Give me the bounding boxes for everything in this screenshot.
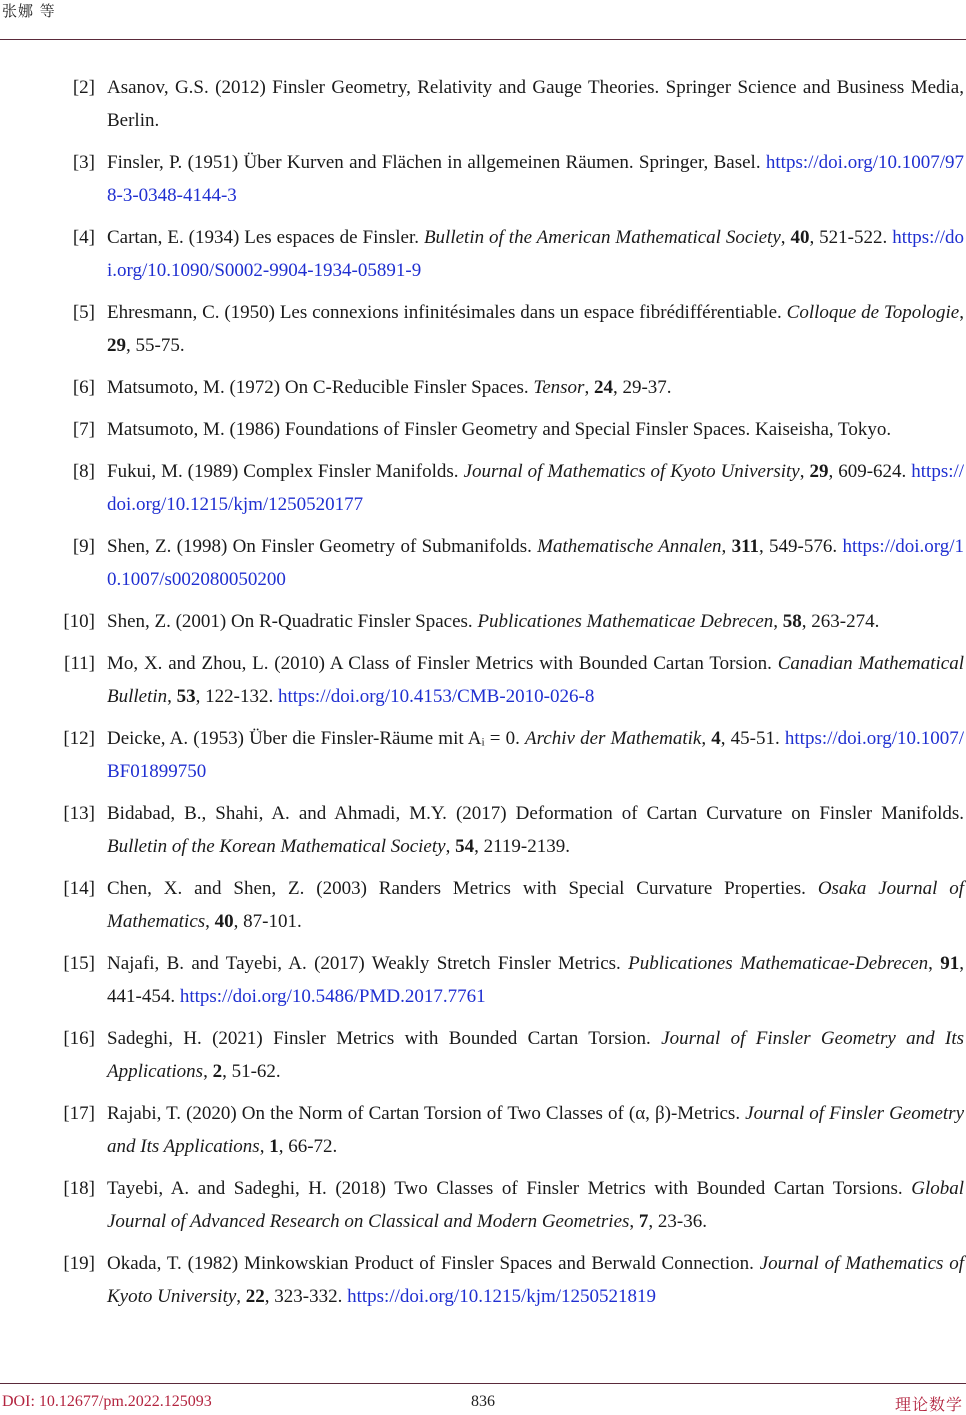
doi-link[interactable]: https://doi.org/10.1007/978-3-0348-4144-3 bbox=[107, 152, 964, 206]
reference-pages: , 263-274. bbox=[801, 611, 880, 632]
reference-number: [4] bbox=[72, 227, 95, 248]
reference-text: Fukui, M. (1989) Complex Finsler Manifolds. Journal of Mathematics of Kyoto University, 29, 609-624. https://doi.org/10.1215/kjm/1250520177 bbox=[107, 461, 965, 515]
doi-link[interactable]: https://doi.org/10.1007/BF01899750 bbox=[107, 728, 964, 782]
reference-journal: Archiv der Mathematik bbox=[525, 728, 702, 749]
reference-text: Rajabi, T. (2020) On the Norm of Cartan Torsion of Two Classes of (α, β)-Metrics. Journal of Finsler Geometry and Its Applications, 1, 66-72. bbox=[107, 1103, 965, 1157]
reference-journal: Osaka Journal of Mathematics bbox=[107, 878, 964, 932]
reference-journal: Bulletin of the American Mathematical Society bbox=[423, 227, 781, 248]
reference-text: Shen, Z. (2001) On R-Quadratic Finsler Spaces. Publicationes Mathematicae Debrecen, 58, 263-274. bbox=[107, 611, 880, 632]
reference-citation: Cartan, E. (1934) Les espaces de Finsler. bbox=[107, 227, 419, 248]
reference-journal: Publicationes Mathematicae Debrecen bbox=[477, 611, 774, 632]
reference-text: Matsumoto, M. (1972) On C-Reducible Finsler Spaces. Tensor, 24, 29-37. bbox=[107, 377, 672, 398]
reference-citation: Matsumoto, M. (1972) On C-Reducible Finsler Spaces. bbox=[107, 377, 529, 398]
reference-text: Mo, X. and Zhou, L. (2010) A Class of Finsler Metrics with Bounded Cartan Torsion. Canadian Mathematical Bulletin, 53, 122-132. https://doi.org/10.4153/CMB-2010-026-8 bbox=[107, 653, 965, 707]
reference-citation: Chen, X. and Shen, Z. (2003) Randers Metrics with Special Curvature Properties. bbox=[107, 878, 806, 899]
reference-text: Shen, Z. (1998) On Finsler Geometry of Submanifolds. Mathematische Annalen, 311, 549-576. https://doi.org/10.1007/s002080050200 bbox=[107, 536, 965, 590]
reference-entry bbox=[0, 455, 966, 521]
reference-text: Okada, T. (1982) Minkowskian Product of Finsler Spaces and Berwald Connection. Journal of Mathematics of Kyoto University, 22, 323-332. https://doi.org/10.1215/kjm/1250521819 bbox=[107, 1253, 965, 1307]
reference-journal: Bulletin of the Korean Mathematical Society bbox=[107, 836, 446, 857]
reference-citation: Tayebi, A. and Sadeghi, H. (2018) Two Classes of Finsler Metrics with Bounded Cartan Torsions. bbox=[107, 1178, 903, 1199]
reference-volume: 29 bbox=[107, 335, 126, 356]
reference-citation: Shen, Z. (1998) On Finsler Geometry of Submanifolds. bbox=[107, 536, 532, 557]
reference-text: Deicke, A. (1953) Über die Finsler-Räume mit Aᵢ = 0. Archiv der Mathematik, 4, 45-51. https://doi.org/10.1007/BF01899750 bbox=[107, 728, 964, 782]
reference-volume: 22 bbox=[245, 1286, 265, 1307]
reference-citation: Okada, T. (1982) Minkowskian Product of Finsler Spaces and Berwald Connection. bbox=[107, 1253, 754, 1274]
reference-entry bbox=[0, 605, 966, 638]
reference-text: Najafi, B. and Tayebi, A. (2017) Weakly Stretch Finsler Metrics. Publicationes Mathematicae-Debrecen, 91, 441-454. https://doi.org/10.5486/PMD.2017.7761 bbox=[107, 953, 965, 1007]
reference-text: Chen, X. and Shen, Z. (2003) Randers Metrics with Special Curvature Properties. Osaka Journal of Mathematics, 40, 87-101. bbox=[107, 878, 964, 932]
reference-pages: , 87-101. bbox=[233, 911, 302, 932]
doi-link[interactable]: https://doi.org/10.5486/PMD.2017.7761 bbox=[179, 986, 486, 1007]
reference-volume: 58 bbox=[782, 611, 802, 632]
reference-entry bbox=[0, 296, 966, 362]
reference-volume: 40 bbox=[214, 911, 234, 932]
reference-volume: 2 bbox=[212, 1061, 223, 1082]
reference-text: Ehresmann, C. (1950) Les connexions infinitésimales dans un espace fibrédifférentiable. Colloque de Topologie, 29, 55-75. bbox=[107, 302, 964, 356]
reference-pages: , 2119-2139. bbox=[474, 836, 570, 857]
footer-doi: DOI: 10.12677/pm.2022.125093 bbox=[2, 1393, 212, 1410]
reference-number: [17] bbox=[63, 1103, 95, 1124]
reference-pages: , 55-75. bbox=[126, 335, 185, 356]
reference-pages: , 45-51. bbox=[720, 728, 780, 749]
reference-volume: 311 bbox=[731, 536, 760, 557]
reference-list bbox=[0, 71, 966, 1322]
reference-entry bbox=[0, 797, 966, 863]
header-divider bbox=[0, 39, 966, 40]
page-header bbox=[0, 0, 966, 40]
doi-link[interactable]: https://doi.org/10.1007/s002080050200 bbox=[107, 536, 965, 590]
reference-journal: Tensor bbox=[533, 377, 585, 398]
reference-journal: Journal of Mathematics of Kyoto University bbox=[107, 1253, 965, 1307]
reference-entry bbox=[0, 1172, 966, 1238]
doi-link[interactable]: https://doi.org/10.1215/kjm/1250520177 bbox=[107, 461, 965, 515]
reference-number: [5] bbox=[72, 302, 95, 323]
reference-entry bbox=[0, 722, 966, 788]
reference-citation: Finsler, P. (1951) Über Kurven and Flächen in allgemeinen Räumen. Springer, Basel. bbox=[107, 152, 761, 173]
reference-citation: Sadeghi, H. (2021) Finsler Metrics with Bounded Cartan Torsion. bbox=[107, 1028, 651, 1049]
reference-number: [11] bbox=[64, 653, 95, 674]
reference-entry bbox=[0, 371, 966, 404]
reference-journal: Mathematische Annalen bbox=[537, 536, 722, 557]
reference-volume: 4 bbox=[711, 728, 721, 749]
reference-citation: Mo, X. and Zhou, L. (2010) A Class of Finsler Metrics with Bounded Cartan Torsion. bbox=[107, 653, 772, 674]
reference-citation: Matsumoto, M. (1986) Foundations of Finsler Geometry and Special Finsler Spaces. Kaiseisha, Tokyo. bbox=[107, 419, 892, 440]
reference-journal: Colloque de Topologie bbox=[786, 302, 960, 323]
reference-entry bbox=[0, 1097, 966, 1163]
reference-pages: , 23-36. bbox=[648, 1211, 707, 1232]
reference-text bbox=[107, 413, 964, 446]
reference-number: [3] bbox=[72, 152, 95, 173]
reference-pages: , 29-37. bbox=[612, 377, 672, 398]
reference-number: [14] bbox=[63, 878, 95, 899]
reference-pages: , 66-72. bbox=[278, 1136, 338, 1157]
reference-journal: Global Journal of Advanced Research on Classical and Modern Geometries bbox=[107, 1178, 965, 1232]
reference-journal: Canadian Mathematical Bulletin bbox=[107, 653, 965, 707]
reference-citation: Shen, Z. (2001) On R-Quadratic Finsler Spaces. bbox=[107, 611, 473, 632]
reference-number: [8] bbox=[72, 461, 95, 482]
reference-number: [19] bbox=[63, 1253, 95, 1274]
reference-entry bbox=[0, 1022, 966, 1088]
reference-text: Bidabad, B., Shahi, A. and Ahmadi, M.Y. (2017) Deformation of Cartan Curvature on Finsler Manifolds. Bulletin of the Korean Mathematical Society, 54, 2119-2139. bbox=[107, 803, 964, 857]
reference-entry bbox=[0, 647, 966, 713]
reference-pages: , 441-454. bbox=[107, 953, 965, 1007]
reference-volume: 29 bbox=[809, 461, 829, 482]
footer-divider bbox=[0, 1383, 966, 1384]
doi-link[interactable]: https://doi.org/10.1215/kjm/1250521819 bbox=[347, 1286, 657, 1307]
reference-number: [7] bbox=[72, 419, 95, 440]
reference-citation: Rajabi, T. (2020) On the Norm of Cartan Torsion of Two Classes of (α, β)-Metrics. bbox=[107, 1103, 741, 1124]
reference-journal: Journal of Finsler Geometry and Its Applications bbox=[107, 1103, 965, 1157]
reference-citation: Ehresmann, C. (1950) Les connexions infinitésimales dans un espace fibrédifférentiable. bbox=[107, 302, 782, 323]
reference-pages: , 609-624. bbox=[828, 461, 907, 482]
reference-number: [18] bbox=[63, 1178, 95, 1199]
reference-number: [13] bbox=[63, 803, 95, 824]
reference-text: Cartan, E. (1934) Les espaces de Finsler. Bulletin of the American Mathematical Society, 40, 521-522. https://doi.org/10.1090/S0002-9904-1934-05891-9 bbox=[107, 227, 965, 281]
reference-number: [9] bbox=[72, 536, 95, 557]
reference-volume: 54 bbox=[455, 836, 475, 857]
doi-link[interactable]: https://doi.org/10.4153/CMB-2010-026-8 bbox=[277, 686, 595, 707]
reference-text: Sadeghi, H. (2021) Finsler Metrics with Bounded Cartan Torsion. Journal of Finsler Geometry and Its Applications, 2, 51-62. bbox=[107, 1028, 965, 1082]
reference-number: [10] bbox=[63, 611, 95, 632]
reference-citation: Deicke, A. (1953) Über die Finsler-Räume mit Aᵢ = 0. bbox=[107, 728, 520, 749]
reference-journal: Publicationes Mathematicae-Debrecen bbox=[628, 953, 929, 974]
reference-number: [16] bbox=[63, 1028, 95, 1049]
reference-entry bbox=[0, 1247, 966, 1313]
reference-number: [15] bbox=[63, 953, 95, 974]
reference-citation: Bidabad, B., Shahi, A. and Ahmadi, M.Y. (2017) Deformation of Cartan Curvature on Finsler Manifolds. bbox=[107, 803, 964, 824]
reference-number: [12] bbox=[63, 728, 95, 749]
reference-pages: , 323-332. bbox=[264, 1286, 343, 1307]
reference-citation: Fukui, M. (1989) Complex Finsler Manifolds. bbox=[107, 461, 459, 482]
reference-entry bbox=[0, 413, 966, 446]
reference-entry bbox=[0, 530, 966, 596]
reference-pages: , 51-62. bbox=[222, 1061, 281, 1082]
reference-volume: 53 bbox=[176, 686, 196, 707]
page-number: 836 bbox=[471, 1393, 495, 1410]
reference-text bbox=[107, 71, 964, 137]
reference-entry bbox=[0, 71, 966, 137]
doi-link[interactable]: https://doi.org/10.1090/S0002-9904-1934-05891-9 bbox=[107, 227, 965, 281]
reference-pages: , 521-522. bbox=[809, 227, 888, 248]
reference-citation: Najafi, B. and Tayebi, A. (2017) Weakly Stretch Finsler Metrics. bbox=[107, 953, 621, 974]
reference-entry bbox=[0, 947, 966, 1013]
reference-volume: 24 bbox=[593, 377, 613, 398]
reference-journal: Journal of Mathematics of Kyoto University bbox=[463, 461, 800, 482]
reference-text: Tayebi, A. and Sadeghi, H. (2018) Two Classes of Finsler Metrics with Bounded Cartan Torsions. Global Journal of Advanced Research on Classical and Modern Geometries, 7, 23-36. bbox=[107, 1178, 965, 1232]
reference-citation: Asanov, G.S. (2012) Finsler Geometry, Relativity and Gauge Theories. Springer Science and Business Media, Berlin. bbox=[107, 77, 964, 131]
reference-volume: 7 bbox=[638, 1211, 649, 1232]
reference-entry bbox=[0, 872, 966, 938]
reference-volume: 1 bbox=[269, 1136, 279, 1157]
reference-number: [2] bbox=[72, 77, 95, 98]
reference-entry bbox=[0, 221, 966, 287]
reference-entry bbox=[0, 146, 966, 212]
reference-number: [6] bbox=[72, 377, 95, 398]
footer-journal-name: 理论数学 bbox=[894, 1395, 963, 1414]
page-footer bbox=[0, 1383, 966, 1414]
reference-pages: , 122-132. bbox=[195, 686, 274, 707]
reference-pages: , 549-576. bbox=[759, 536, 838, 557]
running-head-author: 张娜 等 bbox=[2, 2, 56, 20]
reference-text bbox=[107, 146, 964, 212]
reference-journal: Journal of Finsler Geometry and Its Applications bbox=[107, 1028, 965, 1082]
reference-volume: 40 bbox=[790, 227, 810, 248]
reference-volume: 91 bbox=[940, 953, 960, 974]
